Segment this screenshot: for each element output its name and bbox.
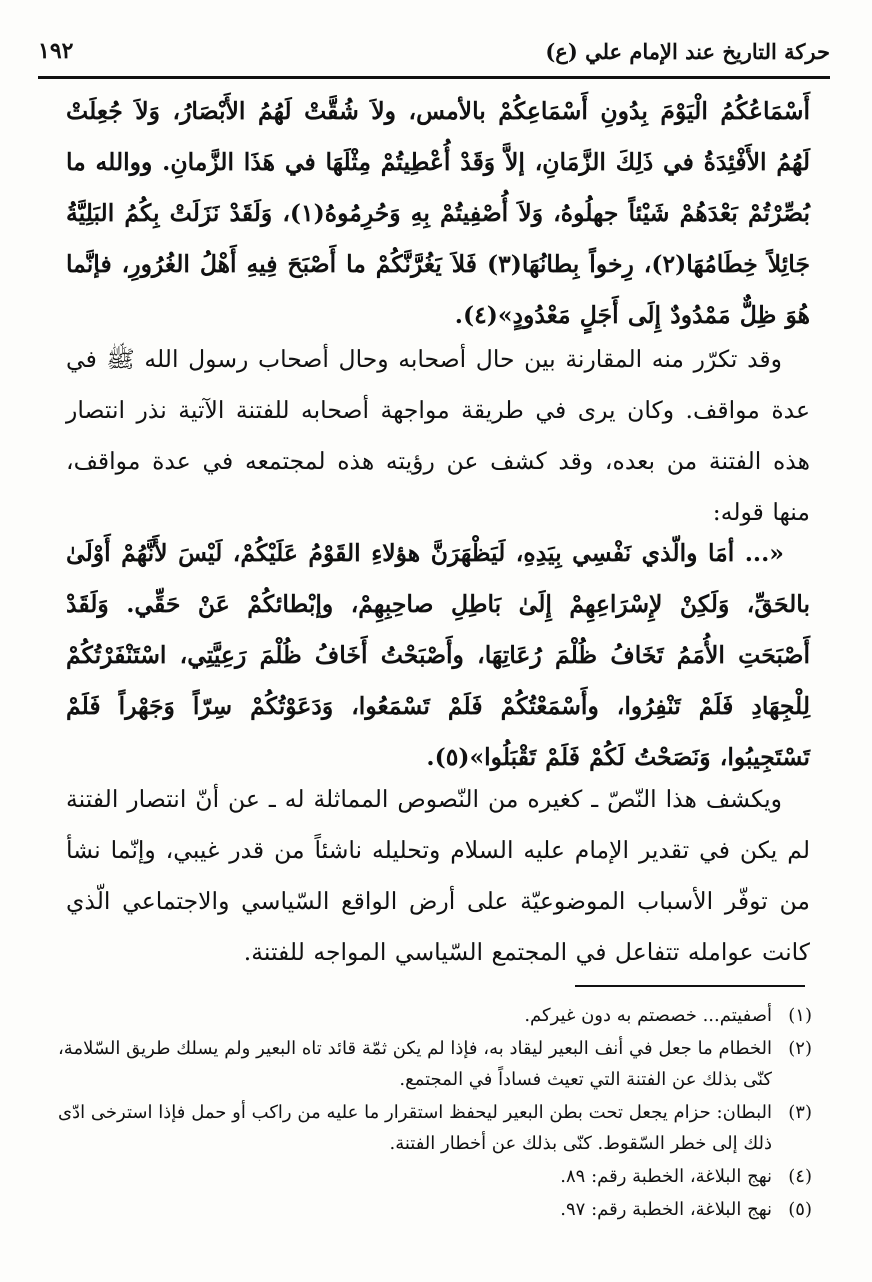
paragraph-analysis: ويكشف هذا النّصّ ـ كغيره من النّصوص المماثلة له ـ عن أنّ انتصار الفتنة لم يكن في تقدير الإمام عليه السلام وتحليله ناشئاً من قدر غيبي، وإنّما نشأ من توفّر الأسباب الموضوعيّة على أرض الواقع السّياسي والاجتماعي الّذي كانت عوامله تتفاعل في المجتمع السّياسي المواجه للفتنة. (66, 785, 810, 966)
running-title: حركة التاريخ عند الإمام علي (ع) (545, 38, 830, 64)
paragraph-sermon-quote: «... أمَا والّذي نَفْسِي بِيَدِهِ، لَيَظْهَرَنَّ هؤلاءِ القَوْمُ عَلَيْكُمْ، لَيْسَ لأَنَّهُمْ أَوْلَىٰ بالحَقِّ، وَلَكِنْ لإِسْرَاعِهِمْ إِلَىٰ بَاطِلِ صاحِبِهِمْ، وإبْطائكُمْ عَنْ حَقِّي. وَلَقَدْ أَصْبَحَتِ الأُمَمُ تَخَافُ ظُلْمَ رُعَاتِهَا، وأَصْبَحْتُ أَخَافُ ظُلْمَ رَعِيَّتِي، اسْتَنْفَرْتُكُمْ لِلْجِهَادِ فَلَمْ تَنْفِرُوا، وأَسْمَعْتُكُمْ فَلَمْ تَسْمَعُوا، وَدَعَوْتُكُمْ سِرّاً وَجَهْراً فَلَمْ تَسْتَجِيبُوا، وَنَصَحْتُ لَكُمْ فَلَمْ تَقْبَلُوا»(٥). (66, 539, 810, 771)
page-number: ١٩٢ (38, 38, 74, 64)
paragraph-quote-continuation: أَسْمَاعُكُمُ الْيَوْمَ بِدُونِ أَسْمَاعِكُمْ بالأمس، ولاَ شُقَّتْ لَهُمُ الأَبْصَارُ، وَلاَ جُعِلَتْ لَهُمُ الأَفْئِدَةُ في ذَلِكَ الزَّمَانِ، إلاَّ وَقَدْ أُعْطِيتُمْ مِثْلَهَا في هَذَا الزَّمانِ. ووالله ما بُصِّرْتُمْ بَعْدَهُمْ شَيْئاً جهلُوهُ، وَلاَ أُصْفِيتُمْ بِهِ وَحُرِمُوهُ(١)، وَلَقَدْ نَزَلَتْ بِكُمُ البَلِيَّةُ جَائِلاً خِطَامُهَا(٢)، رِخواً بِطانُهَا(٣) فَلاَ يَغُرَّنَّكُمْ ما أَصْبَحَ فِيهِ أَهْلُ الغُرُورِ، فإنَّما هُوَ ظِلٌّ مَمْدُودٌ إِلَى أَجَلٍ مَعْدُودٍ»(٤). (66, 97, 811, 329)
header-rule (38, 76, 830, 79)
footnote-item (58, 1000, 812, 1031)
footnote-mark: (٥) (788, 1199, 812, 1220)
footnotes (58, 1000, 812, 1227)
footnote-item (58, 1161, 812, 1192)
footnote-item (58, 1033, 812, 1095)
footnote-mark: (١) (788, 1005, 812, 1026)
footnote-item (58, 1097, 812, 1159)
footnote-text: الخطام ما جعل في أنف البعير ليقاد به، فإذا لم يكن ثمّة قائد تاه البعير ولم يسلك طريق السّلامة، كنّى بذلك عن الفتنة التي تعيث فساداً في المجتمع. (58, 1038, 772, 1090)
footnote-mark: (٣) (788, 1102, 812, 1123)
footnote-text: البطان: حزام يجعل تحت بطن البعير ليحفظ استقرار ما عليه من راكب أو حمل فإذا استرخى ادّى ذلك إلى خطر السّقوط. كنّى بذلك عن أخطار الفتنة. (58, 1102, 772, 1154)
running-header (38, 28, 830, 74)
footnote-mark: (٤) (788, 1166, 812, 1187)
paragraph-comparison: وقد تكرّر منه المقارنة بين حال أصحابه وحال أصحاب رسول الله ﷺ في عدة مواقف. وكان يرى في طريقة مواجهة أصحابه للفتنة الآتية نذر انتصار هذه الفتنة من بعده، وقد كشف عن رؤيته هذه لمجتمعه في عدة مواقف، منها قوله: (66, 345, 810, 526)
footnote-mark: (٢) (788, 1038, 812, 1059)
footnote-item (58, 1194, 812, 1225)
footnote-text: أصفيتم... خصصتم به دون غيركم. (524, 1005, 772, 1026)
footnote-text: نهج البلاغة، الخطبة رقم: ٩٧. (560, 1199, 772, 1220)
footnote-separator (575, 985, 805, 987)
footnote-text: نهج البلاغة، الخطبة رقم: ٨٩. (560, 1166, 772, 1187)
